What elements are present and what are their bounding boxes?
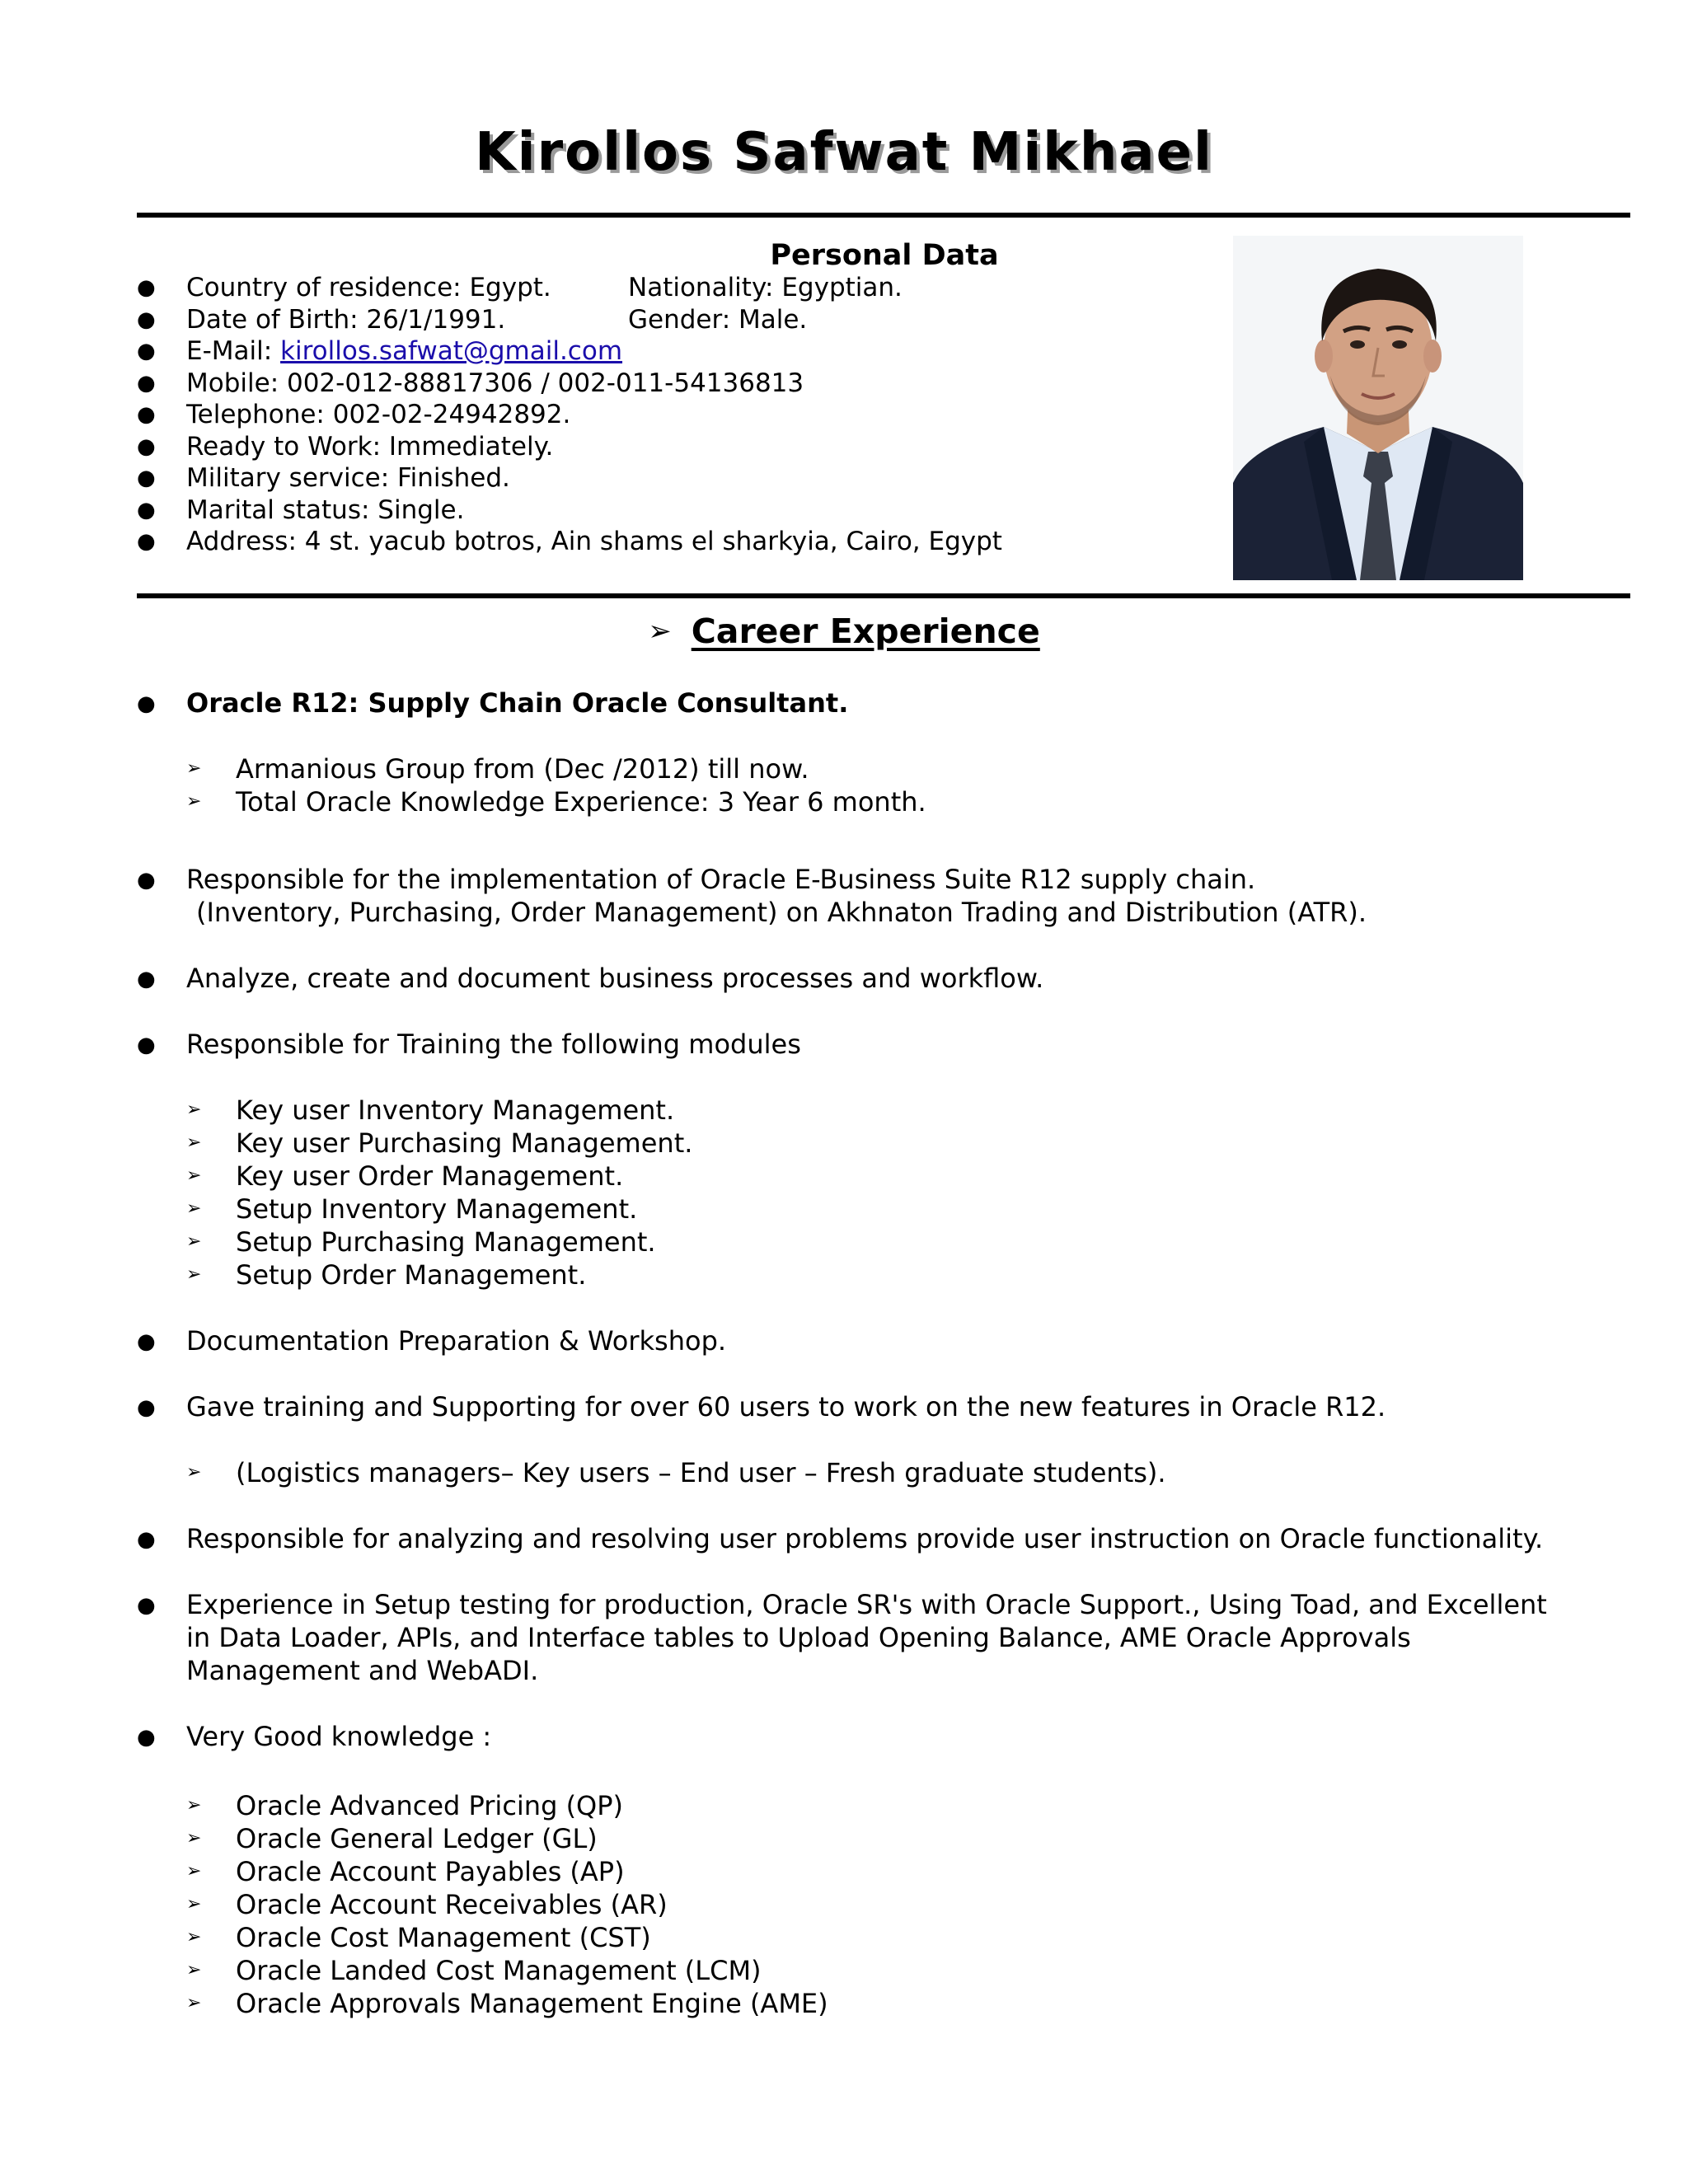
sub-item [137, 1193, 1637, 1226]
sub-item-text: Oracle Landed Cost Management (LCM) [236, 1955, 762, 1986]
career-experience-heading [0, 610, 1688, 655]
ready-text: Ready to Work: Immediately. [186, 431, 554, 462]
list-item [137, 1028, 1637, 1061]
list-item [137, 962, 1637, 995]
bullet-icon: ● [137, 1725, 156, 1750]
list-item-continuation: (Inventory, Purchasing, Order Management) on Akhnaton Trading and Distribution (ATR). [196, 897, 1367, 928]
bottom-divider [137, 593, 1630, 598]
dob-text: Date of Birth: 26/1/1991. [186, 304, 506, 335]
email-label: E-Mail: [186, 336, 281, 366]
arrow-icon: ➢ [186, 1795, 202, 1816]
list-item-text: Responsible for Training the following modules [186, 1029, 801, 1060]
personal-item-military [137, 462, 1002, 494]
sub-item-text: Oracle General Ledger (GL) [236, 1823, 598, 1854]
sub-item-text: Oracle Account Receivables (AR) [236, 1889, 668, 1920]
bullet-icon: ● [137, 1527, 156, 1552]
training-subs [137, 1094, 1637, 1291]
arrow-icon: ➢ [186, 1132, 202, 1153]
bullet-icon: ● [137, 275, 156, 300]
sub-item-text: Oracle Approvals Management Engine (AME) [236, 1988, 828, 2019]
top-divider [137, 213, 1630, 218]
bullet-icon: ● [137, 370, 156, 396]
sub-item-text: Oracle Account Payables (AP) [236, 1856, 625, 1887]
address-text: Address: 4 st. yacub botros, Ain shams el sharkyia, Cairo, Egypt [186, 527, 1002, 556]
bullet-icon: ● [137, 691, 156, 716]
arrow-icon: ➢ [186, 758, 202, 779]
sub-item-text: Setup Order Management. [236, 1259, 587, 1291]
personal-item-email [137, 335, 1002, 368]
sub-item [137, 1921, 1637, 1954]
sub-item [137, 1822, 1637, 1855]
bullet-icon: ● [137, 466, 156, 490]
list-item-continuation: Management and WebADI. [186, 1655, 539, 1686]
bullet-icon: ● [137, 339, 156, 363]
list-item-text: Responsible for the implementation of Oracle E-Business Suite R12 supply chain. [186, 864, 1256, 895]
sub-item-text: Setup Purchasing Management. [236, 1226, 656, 1258]
sub-item-text: Key user Inventory Management. [236, 1094, 675, 1126]
knowledge-block [137, 1720, 1637, 1753]
list-item-text: Gave training and Supporting for over 60 users to work on the new features in Oracle R12. [186, 1391, 1386, 1422]
list-item-text: Analyze, create and document business processes and workflow. [186, 963, 1044, 994]
country-text: Country of residence: Egypt. [186, 273, 551, 302]
personal-item-ready [137, 431, 1002, 463]
knowledge-subs [137, 1789, 1637, 2020]
nationality-text: Nationality: Egyptian. [628, 273, 903, 302]
sub-item-text: Setup Inventory Management. [236, 1193, 638, 1225]
personal-item-country [137, 272, 1002, 304]
list-item-text: Very Good knowledge : [186, 1721, 492, 1752]
arrow-icon: ➢ [186, 1099, 202, 1120]
role-item [137, 687, 1637, 719]
bullet-icon: ● [137, 434, 156, 459]
sub-item [137, 1094, 1637, 1127]
sub-item-text: Total Oracle Knowledge Experience: 3 Year 6 month. [236, 786, 926, 818]
role-block [137, 687, 1637, 719]
setup-block [137, 1588, 1637, 1687]
portrait-image [1233, 236, 1523, 580]
bullet-icon: ● [137, 1329, 156, 1354]
personal-item-dob [137, 304, 1002, 336]
list-item [137, 1390, 1637, 1423]
bullet-icon: ● [137, 1593, 156, 1618]
gender-text: Gender: Male. [628, 304, 808, 335]
list-item [137, 863, 1637, 896]
sub-item [137, 1160, 1637, 1193]
bullet-icon: ● [137, 307, 156, 332]
sub-item [137, 1127, 1637, 1160]
sub-item-text: Oracle Advanced Pricing (QP) [236, 1790, 624, 1821]
personal-item-marital [137, 494, 1002, 527]
analyze-block [137, 962, 1637, 995]
list-item [137, 1720, 1637, 1753]
sub-item [137, 1954, 1637, 1987]
list-item [137, 1588, 1637, 1621]
sub-item [137, 1888, 1637, 1921]
arrow-icon: ➢ [186, 1231, 202, 1252]
documentation-block [137, 1324, 1637, 1357]
sub-item [137, 1258, 1637, 1291]
personal-item-address [137, 526, 1002, 558]
bullet-icon: ● [137, 1033, 156, 1057]
sub-item-text: Oracle Cost Management (CST) [236, 1922, 651, 1953]
sub-item [137, 1987, 1637, 2020]
career-heading-label: Career Experience [691, 612, 1040, 651]
marital-text: Marital status: Single. [186, 494, 465, 525]
sub-item [137, 1456, 1637, 1489]
list-item-text: Documentation Preparation & Workshop. [186, 1325, 727, 1357]
gave-training-block [137, 1390, 1637, 1423]
bullet-icon: ● [137, 529, 156, 554]
list-item-text: Responsible for analyzing and resolving user problems provide user instruction on Oracle functionality. [186, 1523, 1544, 1554]
bullet-icon: ● [137, 402, 156, 427]
bullet-icon: ● [137, 967, 156, 991]
sub-item [137, 1226, 1637, 1258]
list-item-text: Experience in Setup testing for production, Oracle SR's with Oracle Support., Using Toad, and Excellent [186, 1589, 1547, 1620]
arrow-icon: ➢ [186, 1861, 202, 1882]
arrow-icon: ➢ [186, 791, 202, 812]
bullet-icon: ● [137, 1395, 156, 1420]
bullet-icon: ● [137, 497, 156, 523]
sub-item [137, 752, 1637, 785]
personal-data-list [137, 272, 1002, 558]
sub-item [137, 785, 1637, 818]
profile-photo [1233, 236, 1523, 580]
arrow-icon: ➢ [186, 1198, 202, 1219]
list-item [137, 1522, 1637, 1555]
arrow-icon: ➢ [186, 1894, 202, 1915]
sub-item-text: Key user Order Management. [236, 1160, 624, 1192]
sub-item-text: (Logistics managers– Key users – End user – Fresh graduate students). [236, 1457, 1166, 1488]
sub-item [137, 1789, 1637, 1822]
role-subs [137, 752, 1637, 818]
military-text: Military service: Finished. [186, 463, 510, 493]
arrow-icon: ➢ [186, 1165, 202, 1186]
mobile-text: Mobile: 002-012-88817306 / 002-011-54136813 [186, 368, 804, 398]
personal-item-telephone [137, 399, 1002, 431]
arrow-icon: ➢ [186, 1960, 202, 1980]
implementation-block [137, 863, 1637, 929]
arrow-icon: ➢ [186, 1828, 202, 1849]
bullet-icon: ● [137, 868, 156, 893]
training-block [137, 1028, 1637, 1061]
candidate-name: Kirollos Safwat Mikhael [475, 122, 1213, 183]
arrow-icon: ➢ [186, 1264, 202, 1285]
email-link[interactable]: kirollos.safwat@gmail.com [280, 336, 623, 366]
personal-data-heading: Personal Data [770, 239, 999, 272]
personal-item-mobile [137, 368, 1002, 400]
role-text: Oracle R12: Supply Chain Oracle Consultant. [186, 687, 849, 719]
sub-item-text: Armanious Group from (Dec /2012) till now. [236, 753, 809, 785]
arrow-icon: ➢ [186, 1927, 202, 1947]
telephone-text: Telephone: 002-02-24942892. [186, 400, 571, 429]
gave-training-subs [137, 1456, 1637, 1489]
list-item-continuation: in Data Loader, APIs, and Interface tables to Upload Opening Balance, AME Oracle Approvals [186, 1622, 1411, 1653]
arrow-icon: ➢ [186, 1993, 202, 2013]
list-item [137, 1324, 1637, 1357]
sub-item [137, 1855, 1637, 1888]
sub-item-text: Key user Purchasing Management. [236, 1127, 693, 1159]
arrow-icon: ➢ [186, 1462, 202, 1483]
arrow-icon: ➢ [648, 615, 672, 648]
resolving-block [137, 1522, 1637, 1555]
